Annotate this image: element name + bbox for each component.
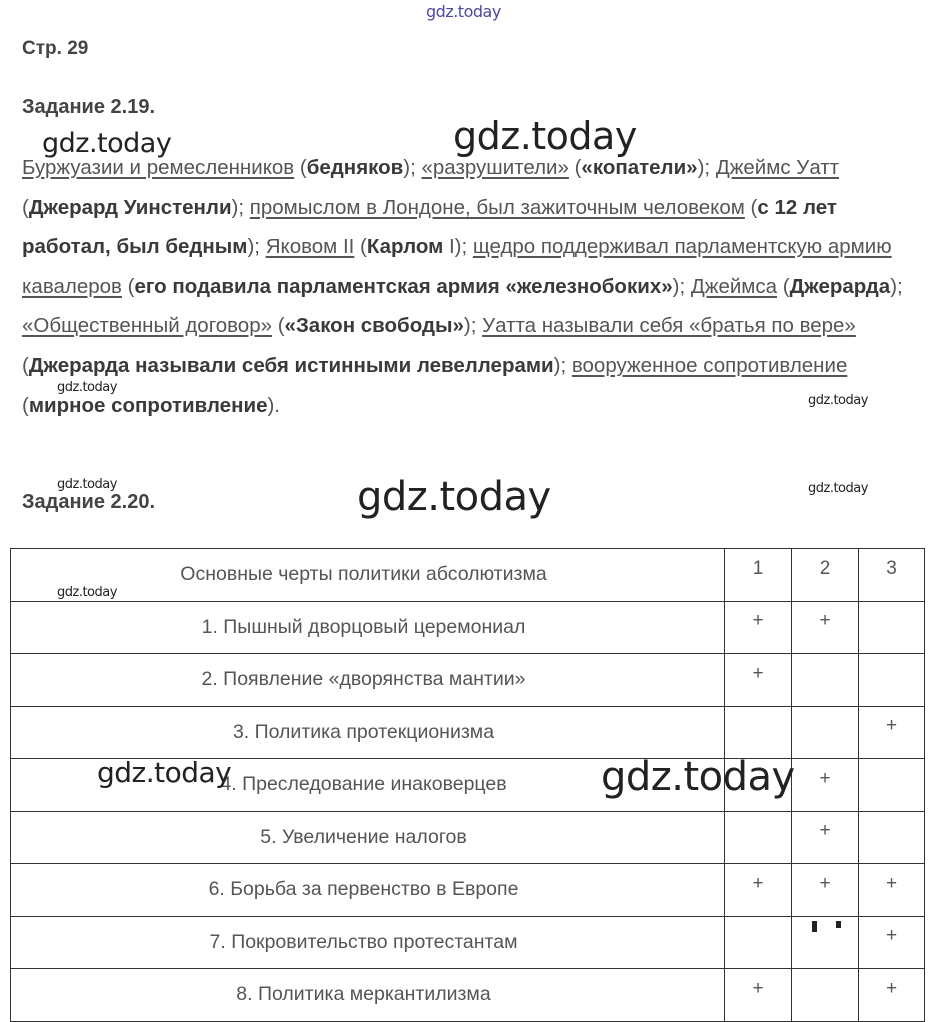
text-fragment: ( — [22, 195, 29, 219]
bold-fragment: «копатели» — [581, 156, 698, 179]
mark-cell-col-3: + — [859, 864, 925, 917]
mark-cell-col-1 — [725, 706, 792, 759]
feature-cell: 4. Преследование инаковерцев — [11, 759, 725, 812]
header-col-2: 2 — [792, 549, 859, 602]
text-fragment: ); — [463, 314, 483, 338]
watermark: gdz.today — [808, 481, 868, 496]
bold-fragment: Джерарда — [789, 274, 891, 298]
text-fragment: ( — [744, 195, 758, 219]
page-header: Стр. 29 — [22, 38, 89, 59]
mark-cell-col-3: + — [859, 916, 925, 969]
text-fragment: ); — [247, 235, 266, 259]
ink-mark — [812, 921, 817, 932]
feature-cell: 1. Пышный дворцовый церемониал — [11, 601, 725, 654]
text-fragment: ( — [354, 235, 367, 259]
underlined-fragment: промыслом в Лондоне, был зажиточным человеком — [249, 195, 745, 219]
watermark: gdz.today — [601, 754, 795, 800]
text-fragment: ); — [890, 274, 903, 298]
text-fragment: ); — [697, 156, 716, 179]
mark-cell-col-3 — [859, 654, 925, 707]
mark-cell-col-3: + — [859, 706, 925, 759]
mark-cell-col-3 — [859, 601, 925, 654]
table-header-row — [11, 549, 925, 602]
table-row — [11, 916, 925, 969]
task-2-19-title: Задание 2.19. — [22, 96, 156, 118]
mark-cell-col-2 — [792, 916, 859, 969]
watermark: gdz.today — [808, 393, 868, 408]
bold-fragment: Джерарда называли себя истинными левеллерами — [28, 353, 554, 377]
feature-cell: 7. Покровительство протестантам — [11, 916, 725, 969]
text-fragment: ( — [568, 156, 582, 179]
text-fragment: ( — [22, 353, 29, 377]
ink-mark — [836, 921, 841, 928]
table-row — [11, 969, 925, 1022]
mark-cell-col-2: + — [792, 811, 859, 864]
text-fragment: ); — [403, 156, 422, 179]
text-fragment: ); — [553, 353, 572, 377]
underlined-fragment: вооруженное сопротивление — [571, 353, 848, 377]
underlined-fragment: щедро поддерживал парламентскую армию кавалеров — [22, 235, 892, 298]
table-row — [11, 654, 925, 707]
feature-cell: 6. Борьба за первенство в Европе — [11, 864, 725, 917]
mark-cell-col-1: + — [725, 969, 792, 1022]
mark-cell-col-1: + — [725, 601, 792, 654]
mark-cell-col-2: + — [792, 864, 859, 917]
watermark: gdz.today — [453, 114, 637, 158]
watermark: gdz.today — [357, 474, 551, 520]
feature-cell: 8. Политика меркантилизма — [11, 969, 725, 1022]
mark-cell-col-2 — [792, 969, 859, 1022]
watermark: gdz.today — [57, 477, 117, 492]
watermark: gdz.today — [57, 380, 117, 395]
underlined-fragment: Уатта называли себя «братья по вере» — [482, 314, 856, 338]
mark-cell-col-1 — [725, 916, 792, 969]
mark-cell-col-3 — [859, 811, 925, 864]
mark-cell-col-2 — [792, 654, 859, 707]
text-fragment: ( — [777, 274, 790, 298]
watermark: gdz.today — [97, 756, 232, 789]
text-fragment: ); — [231, 195, 250, 219]
watermark-top: gdz.today — [426, 2, 501, 21]
watermark: gdz.today — [42, 128, 172, 159]
mark-cell-col-3 — [859, 759, 925, 812]
header-col-3: 3 — [859, 549, 925, 602]
text-fragment: ); — [672, 274, 691, 298]
mark-cell-col-2: + — [792, 759, 859, 812]
underlined-fragment: Буржуазии и ремесленников — [22, 156, 295, 179]
bold-fragment: с 12 лет работал, был бедным — [22, 195, 837, 259]
text-fragment: ( — [121, 274, 135, 298]
feature-cell: 3. Политика протекционизма — [11, 706, 725, 759]
table-row — [11, 811, 925, 864]
feature-cell: 5. Увеличение налогов — [11, 811, 725, 864]
mark-cell-col-1 — [725, 811, 792, 864]
bold-fragment: мирное сопротивление — [28, 393, 268, 417]
table-row — [11, 706, 925, 759]
task-2-19-answer — [22, 148, 917, 425]
underlined-fragment: Джеймс Уатт — [715, 156, 840, 179]
mark-cell-col-3: + — [859, 969, 925, 1022]
watermark: gdz.today — [57, 585, 117, 600]
text-fragment: ( — [294, 156, 307, 179]
underlined-fragment: Джеймса — [690, 274, 778, 298]
bold-fragment: бедняков — [306, 156, 404, 179]
text-fragment: ). — [267, 393, 281, 417]
header-feature: Основные черты политики абсолютизма — [11, 549, 725, 602]
bold-fragment: его подавила парламентская армия «железнобоких» — [134, 274, 673, 298]
mark-cell-col-1: + — [725, 864, 792, 917]
header-col-1: 1 — [725, 549, 792, 602]
bold-fragment: «Закон свободы» — [284, 314, 464, 338]
underlined-fragment: «разрушители» — [421, 156, 569, 179]
mark-cell-col-2 — [792, 706, 859, 759]
task-2-20-title: Задание 2.20. — [22, 491, 156, 513]
text-fragment: ( — [272, 314, 285, 338]
feature-cell: 2. Появление «дворянства мантии» — [11, 654, 725, 707]
underlined-fragment: Яковом II — [265, 235, 355, 259]
text-fragment: I); — [443, 235, 473, 259]
text-fragment: ( — [22, 393, 29, 417]
underlined-fragment: «Общественный договор» — [22, 314, 273, 338]
mark-cell-col-2: + — [792, 601, 859, 654]
bold-fragment: Карлом — [366, 235, 444, 259]
mark-cell-col-1: + — [725, 654, 792, 707]
table-row — [11, 601, 925, 654]
table-row — [11, 864, 925, 917]
bold-fragment: Джерард Уинстенли — [28, 195, 232, 219]
